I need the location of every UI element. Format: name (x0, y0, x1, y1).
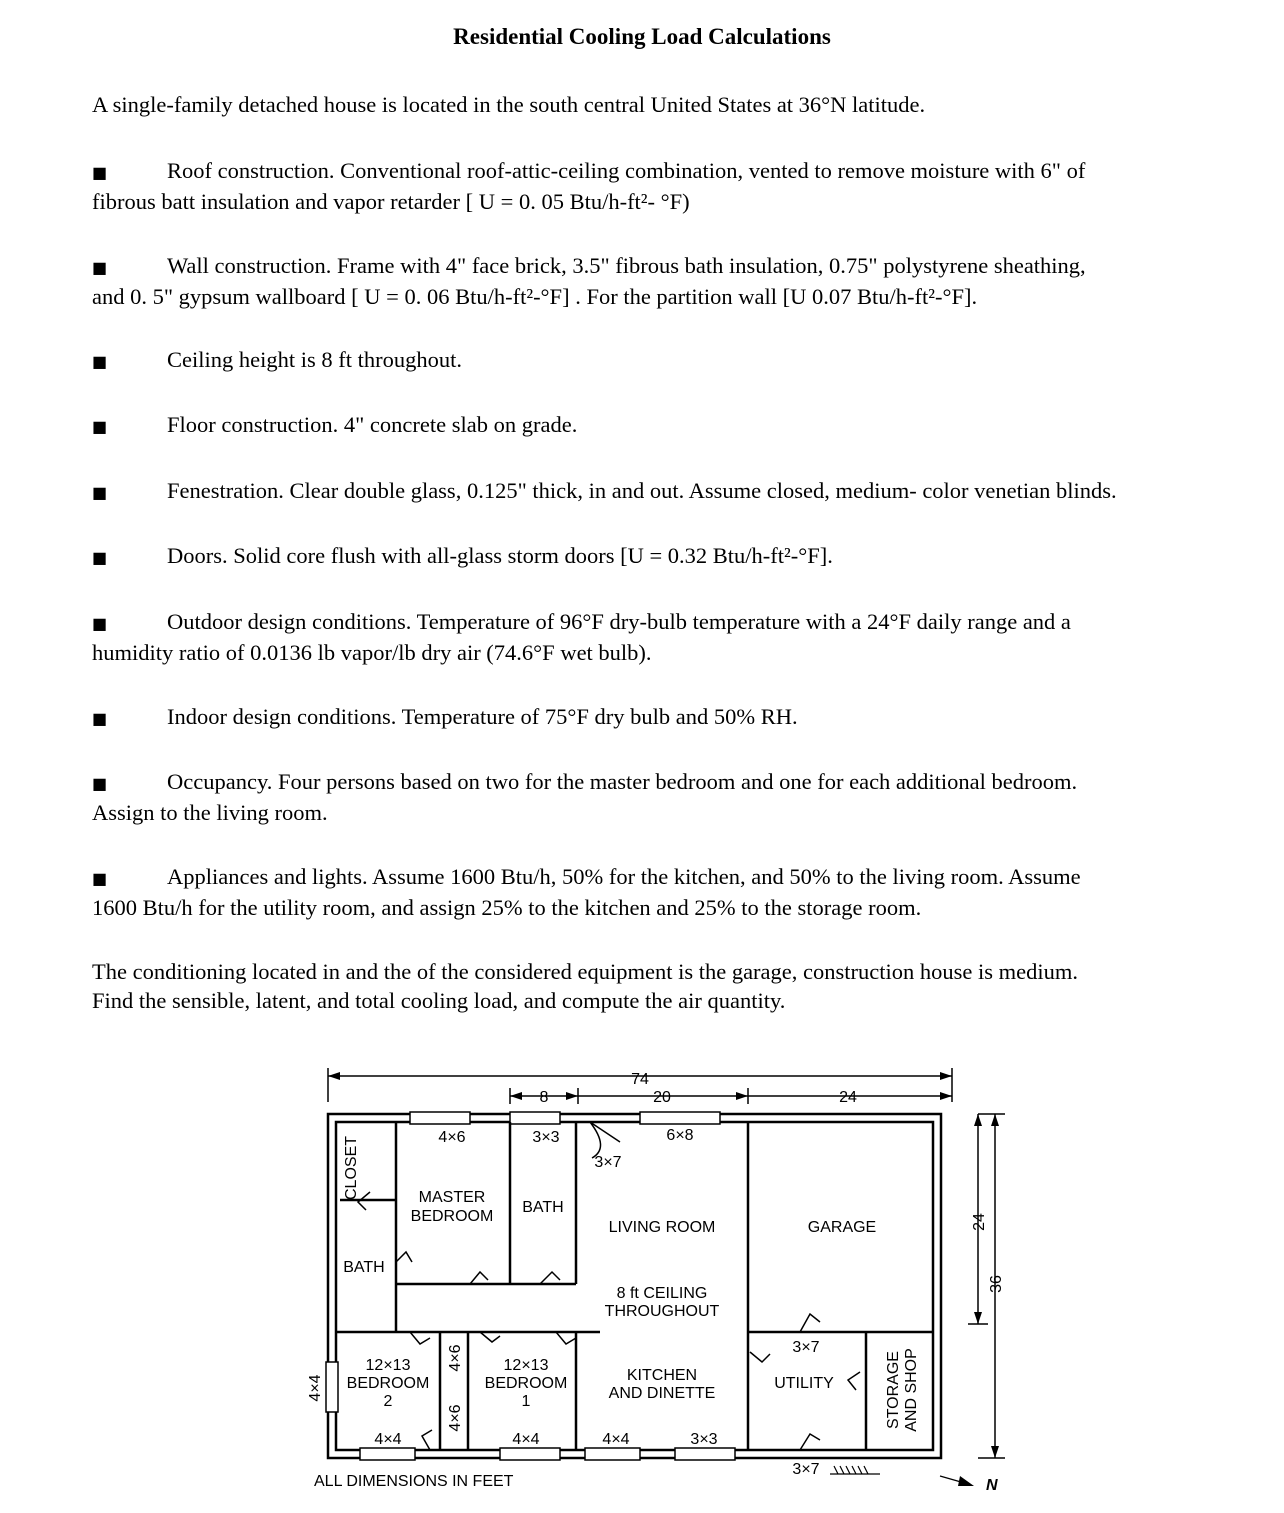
room-master-line1: MASTER (418, 1189, 486, 1206)
bullet-line: Ceiling height is 8 ft throughout. (167, 347, 462, 372)
room-bed1-number: 1 (521, 1393, 531, 1410)
bullet-icon: ■ (92, 869, 108, 888)
door-3x7-entry (590, 1122, 620, 1158)
note-ceiling-line2: THROUGHOUT (604, 1303, 720, 1320)
bullet-line: Fenestration. Clear double glass, 0.125" thick, in and out. Assume closed, medium- color venetian blinds. (167, 478, 1117, 503)
window-3x3-top (510, 1112, 560, 1124)
room-storage-line2: AND SHOP (903, 1348, 920, 1432)
window-4x4-bottom (500, 1448, 560, 1460)
bullet-outdoor (92, 607, 1242, 667)
bullet-line: Occupancy. Four persons based on two for the master bedroom and one for each additional bedroom. (167, 769, 1078, 794)
bullet-floor (92, 410, 1242, 441)
room-bed1-size: 12×13 (503, 1357, 549, 1374)
room-kitchen-line1: KITCHEN (626, 1367, 698, 1384)
bullet-line: Doors. Solid core flush with all-glass storm doors [U = 0.32 Btu/h-ft²-°F]. (167, 543, 833, 568)
window-label-3x3: 3×3 (532, 1129, 560, 1146)
bullet-icon: ■ (92, 163, 108, 182)
arrow-icon (974, 1312, 982, 1324)
bullet-icon: ■ (92, 774, 108, 793)
dim-label-20: 20 (653, 1089, 671, 1106)
bullet-indoor (92, 702, 1242, 733)
arrow-icon (940, 1072, 952, 1080)
room-bed1-label: BEDROOM (484, 1375, 568, 1392)
door-bed2 (410, 1332, 430, 1344)
door-3x7-bottom (800, 1434, 820, 1450)
room-garage: GARAGE (807, 1219, 877, 1236)
room-bath-top: BATH (522, 1199, 564, 1216)
window-4x6-top (410, 1112, 470, 1124)
bullet-icon: ■ (92, 258, 108, 277)
door-label-3x7: 3×7 (792, 1461, 820, 1478)
bullet-wall (92, 251, 1242, 311)
arrow-icon (940, 1092, 952, 1100)
room-master-line2: BEDROOM (410, 1208, 494, 1225)
arrow-icon (736, 1092, 748, 1100)
note-dimensions: ALL DIMENSIONS IN FEET (314, 1473, 514, 1490)
window-4x4-side (326, 1362, 338, 1412)
bullet-line: 1600 Btu/h for the utility room, and assign 25% to the kitchen and 25% to the storage room. (92, 895, 922, 920)
bullet-ceiling (92, 345, 1242, 376)
door-label-3x7: 3×7 (792, 1339, 820, 1356)
closing-paragraph (92, 957, 1242, 1015)
room-bed2-number: 2 (383, 1393, 393, 1410)
door-bed2-closet (422, 1430, 432, 1450)
bullet-line: Wall construction. Frame with 4" face brick, 3.5" fibrous bath insulation, 0.75" polystyrene sheathing, (167, 253, 1086, 278)
arrow-icon (328, 1072, 340, 1080)
window-label-4x6: 4×6 (438, 1129, 466, 1146)
window-label-4x4: 4×4 (512, 1431, 540, 1448)
bullet-occupancy (92, 767, 1242, 827)
closing-line: Find the sensible, latent, and total cooling load, and compute the air quantity. (92, 988, 786, 1013)
room-living: LIVING ROOM (608, 1219, 716, 1236)
window-label-6x8: 6×8 (666, 1127, 694, 1144)
arrow-icon (510, 1092, 522, 1100)
dim-label-74: 74 (631, 1071, 649, 1088)
bullet-icon: ■ (92, 483, 108, 502)
room-bed2-label: BEDROOM (346, 1375, 430, 1392)
bullet-line: humidity ratio of 0.0136 lb vapor/lb dry air (74.6°F wet bulb). (92, 640, 652, 665)
window-4x4-bottom (360, 1448, 415, 1460)
closet-label-4x6: 4×6 (447, 1404, 464, 1432)
room-utility: UTILITY (774, 1375, 834, 1392)
dim-label-24: 24 (839, 1089, 857, 1106)
door-storage (848, 1372, 860, 1390)
room-bed2-size: 12×13 (365, 1357, 411, 1374)
room-bath-left: BATH (343, 1259, 385, 1276)
bullet-icon: ■ (92, 709, 108, 728)
door-bath-top (540, 1272, 560, 1284)
bullet-line: Roof construction. Conventional roof-attic-ceiling combination, vented to remove moisture with 6" of (167, 158, 1086, 183)
door-utility (750, 1352, 770, 1362)
window-6x8-top (640, 1112, 720, 1124)
bullet-icon: ■ (92, 417, 108, 436)
room-storage-line1: STORAGE (885, 1351, 902, 1429)
north-arrow-icon (830, 1466, 968, 1484)
north-label: N (986, 1477, 998, 1494)
bullet-line: Floor construction. 4" concrete slab on grade. (167, 412, 578, 437)
arrow-icon (566, 1092, 578, 1100)
door-label-3x7-entry: 3×7 (594, 1154, 622, 1171)
bullet-doors (92, 541, 1242, 572)
arrow-icon (974, 1114, 982, 1126)
door-bed1 (480, 1332, 500, 1342)
window-label-4x4-side: 4×4 (307, 1374, 324, 1402)
bullet-line: Indoor design conditions. Temperature of 75°F dry bulb and 50% RH. (167, 704, 798, 729)
window-label-4x4: 4×4 (374, 1431, 402, 1448)
closing-line: The conditioning located in and the of the considered equipment is the garage, construction house is medium. (92, 959, 1078, 984)
window-label-4x4: 4×4 (602, 1431, 630, 1448)
bullet-icon: ■ (92, 352, 108, 371)
bullet-fenestration (92, 476, 1242, 507)
arrow-icon (991, 1114, 999, 1126)
dim-label-depth-36: 36 (988, 1275, 1005, 1293)
bullet-appliances (92, 862, 1242, 922)
bullet-line: and 0. 5" gypsum wallboard [ U = 0. 06 Btu/h-ft²-°F] . For the partition wall [U 0.07 Btu/h-ft²-°F]. (92, 284, 978, 309)
bullet-roof (92, 156, 1242, 216)
window-label-3x3: 3×3 (690, 1431, 718, 1448)
bullet-icon: ■ (92, 614, 108, 633)
door-bath (396, 1252, 412, 1262)
bullet-line: Appliances and lights. Assume 1600 Btu/h, 50% for the kitchen, and 50% to the living room. Assume (167, 864, 1081, 889)
bullet-icon: ■ (92, 548, 108, 567)
window-4x4-bottom (585, 1448, 640, 1460)
bullet-line: Assign to the living room. (92, 800, 328, 825)
page-title: Residential Cooling Load Calculations (453, 24, 831, 49)
dim-label-depth-24: 24 (971, 1213, 988, 1231)
door-hall (556, 1332, 576, 1344)
north-arrow-head-icon (958, 1476, 974, 1486)
room-closet: CLOSET (343, 1135, 360, 1201)
bullet-line: Outdoor design conditions. Temperature of 96°F dry-bulb temperature with a 24°F daily range and a (167, 609, 1071, 634)
bullet-line: fibrous batt insulation and vapor retarder [ U = 0. 05 Btu/h-ft²- °F) (92, 189, 690, 214)
door-master (470, 1272, 488, 1284)
door-3x7-garage (800, 1314, 820, 1332)
dim-label-8: 8 (539, 1089, 549, 1106)
intro-paragraph: A single-family detached house is located in the south central United States at 36°N latitude. (92, 92, 926, 117)
arrow-icon (991, 1446, 999, 1458)
room-kitchen-line2: AND DINETTE (608, 1385, 716, 1402)
closet-label-4x6: 4×6 (447, 1344, 464, 1372)
note-ceiling-line1: 8 ft CEILING (616, 1285, 708, 1302)
floor-plan (300, 1062, 1020, 1502)
window-3x3-bottom (675, 1448, 735, 1460)
